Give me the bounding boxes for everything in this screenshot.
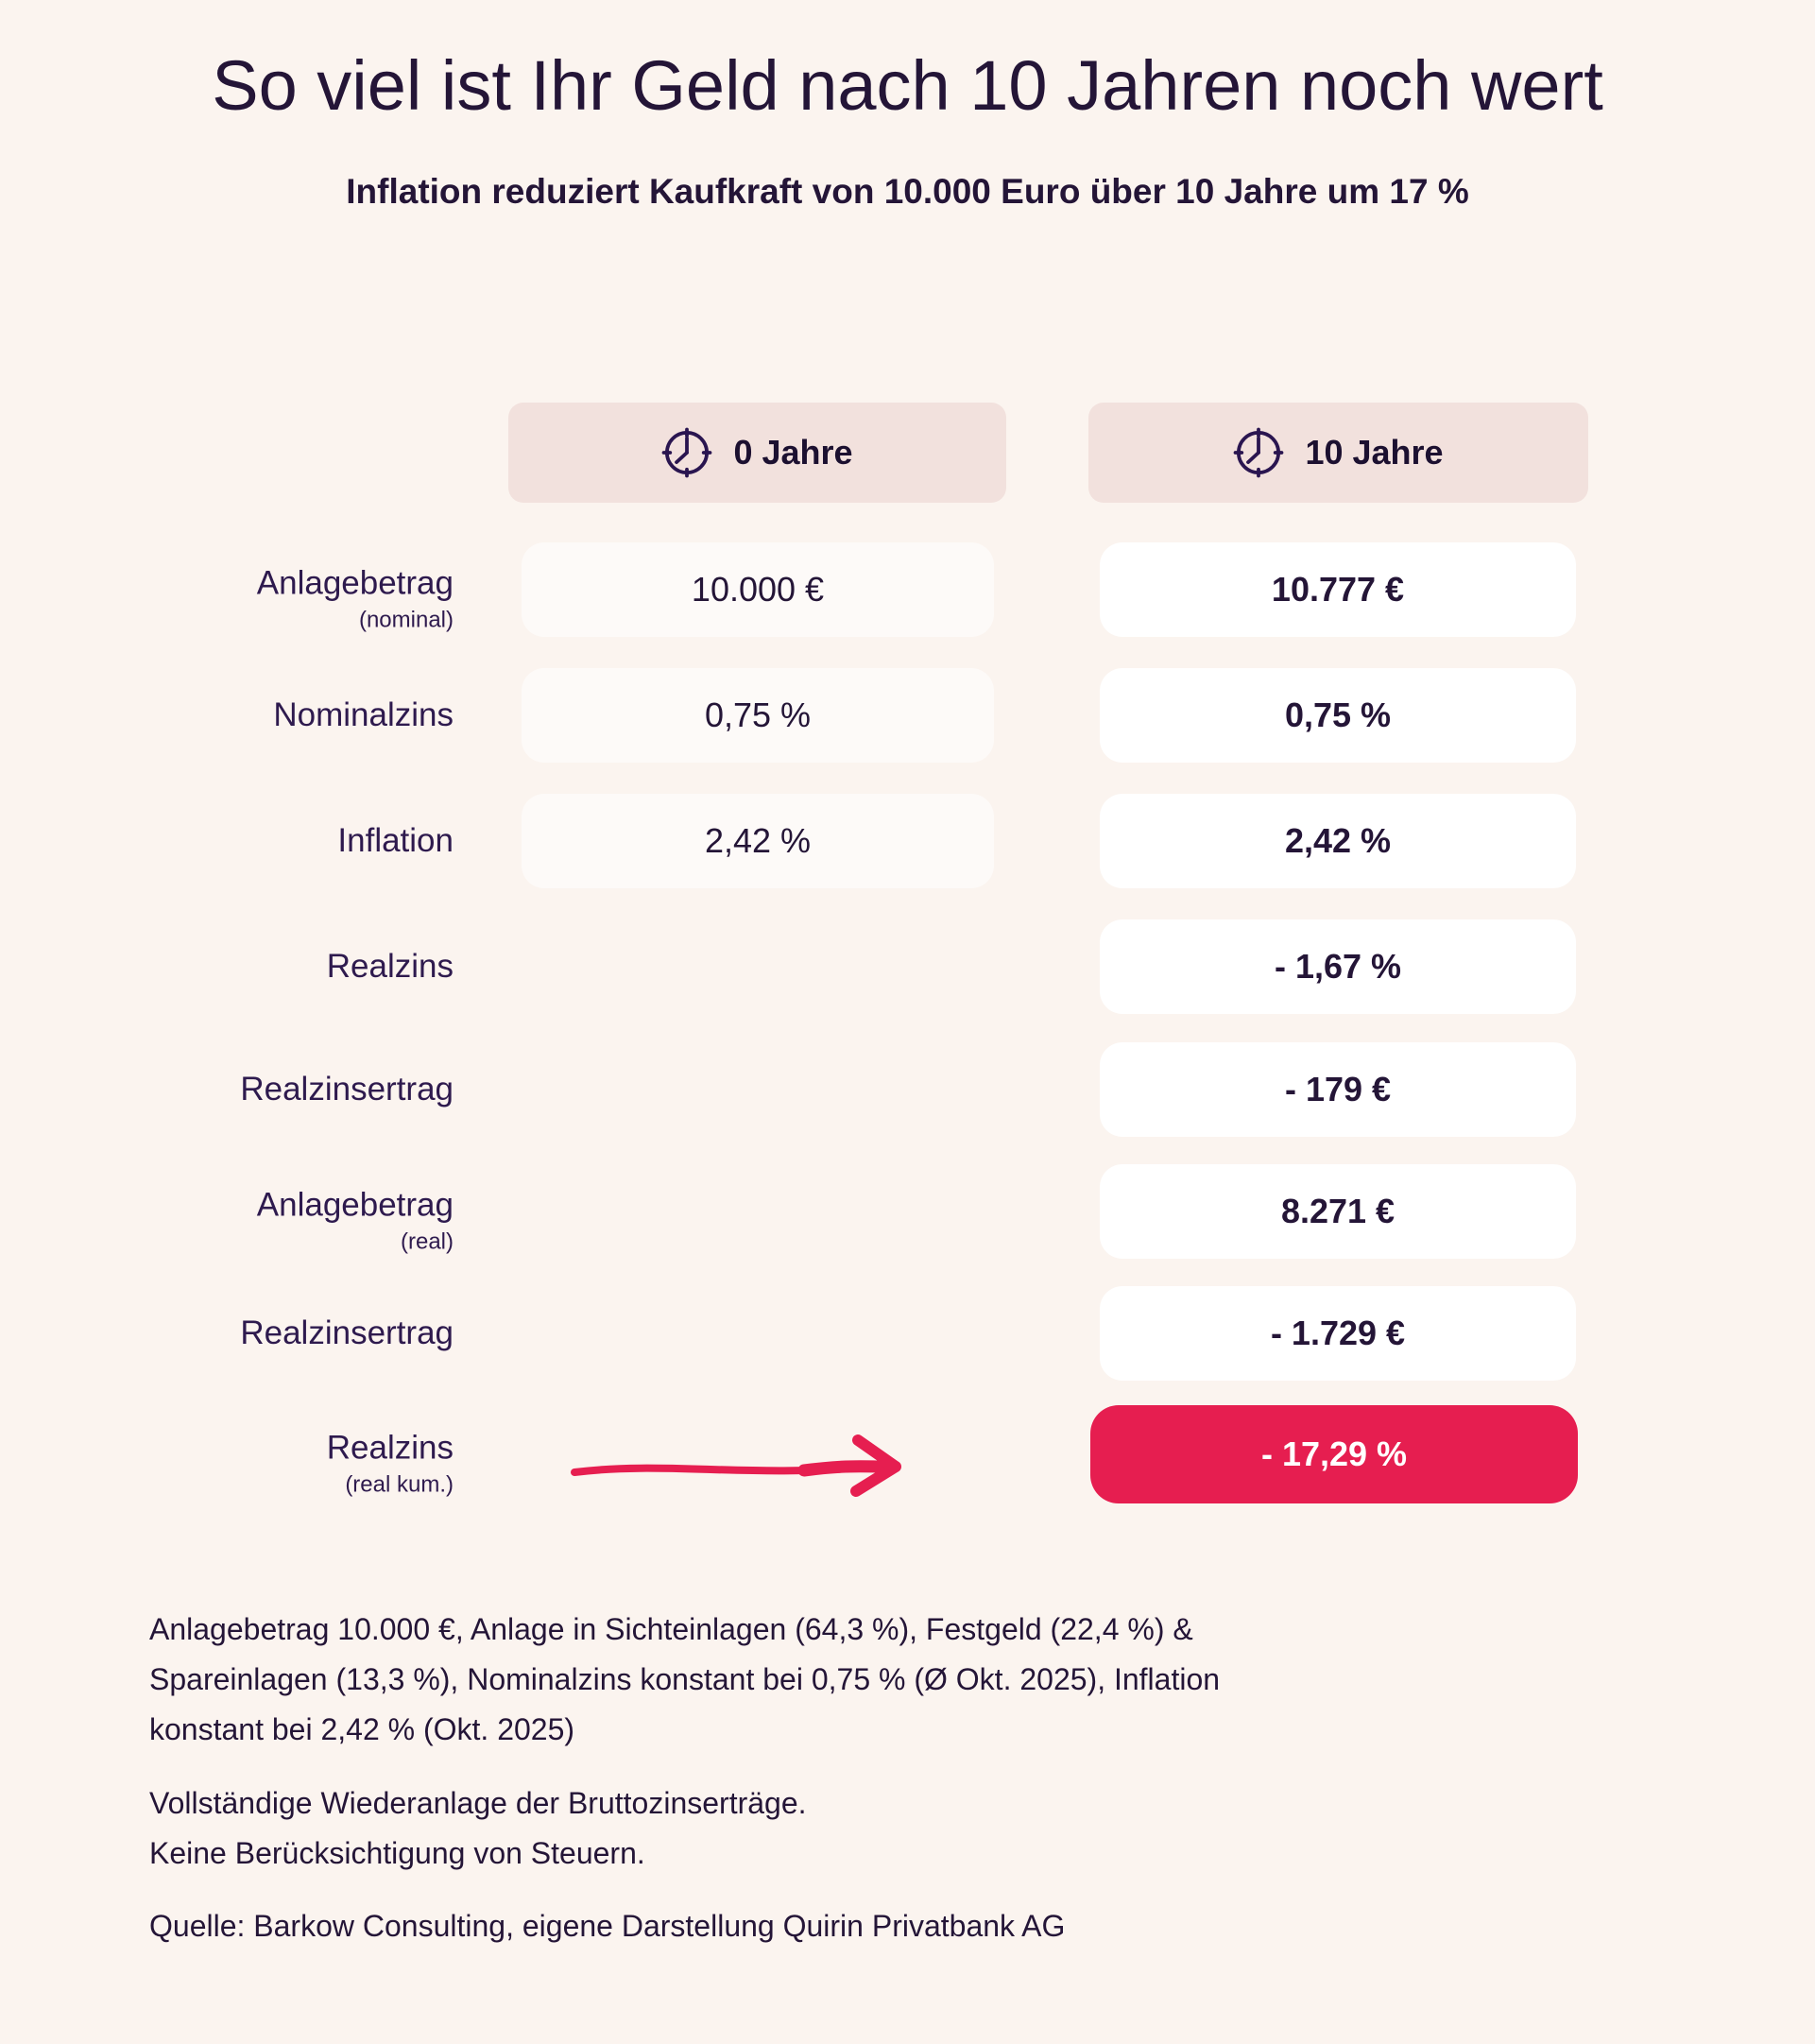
row-label: Realzins (real kum.) bbox=[326, 1429, 454, 1497]
column-header-label: 0 Jahre bbox=[733, 433, 853, 472]
table-row bbox=[0, 919, 1815, 1014]
assumptions-note: Anlagebetrag 10.000 €, Anlage in Sichteinlagen (64,3 %), Festgeld (22,4 %) & Spareinlagen (13,3 %), Nominalzins konstant bei 0,75 % (Ø Okt. 2025), Inflation konstant bei 2,42 % (Okt. 2025) bbox=[149, 1612, 1221, 1746]
page-subtitle: Inflation reduziert Kaufkraft von 10.000 Euro über 10 Jahre um 17 % bbox=[346, 172, 1469, 211]
table-row bbox=[0, 1286, 1815, 1381]
table-row bbox=[0, 668, 1815, 763]
value-cell-0-jahre: 0,75 % bbox=[522, 668, 994, 763]
row-label: Nominalzins bbox=[273, 696, 454, 733]
arrow-icon bbox=[563, 1423, 969, 1508]
row-label: Realzinsertrag bbox=[240, 1314, 454, 1351]
page-title: So viel ist Ihr Geld nach 10 Jahren noch wert bbox=[212, 46, 1603, 125]
highlighted-value-cell: - 17,29 % bbox=[1090, 1405, 1578, 1503]
clock-icon bbox=[1233, 427, 1284, 478]
row-label: Realzinsertrag bbox=[240, 1070, 454, 1108]
table-row bbox=[0, 1164, 1815, 1259]
arrow-annotation bbox=[563, 1423, 969, 1508]
table-row bbox=[0, 1042, 1815, 1137]
value-cell-10-jahre: - 1,67 % bbox=[1100, 919, 1576, 1014]
method-note: Vollständige Wiederanlage der Bruttozinserträge. Keine Berücksichtigung von Steuern. bbox=[149, 1786, 807, 1870]
value-cell-10-jahre: - 1.729 € bbox=[1100, 1286, 1576, 1381]
value-cell-10-jahre: 8.271 € bbox=[1100, 1164, 1576, 1259]
value-cell-10-jahre: 10.777 € bbox=[1100, 542, 1576, 637]
value-cell-10-jahre: 2,42 % bbox=[1100, 794, 1576, 888]
column-header-0-jahre bbox=[508, 403, 1006, 503]
source-note: Quelle: Barkow Consulting, eigene Darstellung Quirin Privatbank AG bbox=[149, 1909, 1066, 1943]
row-label: Inflation bbox=[337, 821, 454, 859]
column-header-10-jahre bbox=[1088, 403, 1588, 503]
value-cell-0-jahre: 2,42 % bbox=[522, 794, 994, 888]
value-cell-10-jahre: - 179 € bbox=[1100, 1042, 1576, 1137]
column-header-label: 10 Jahre bbox=[1305, 433, 1444, 472]
value-cell-0-jahre: 10.000 € bbox=[522, 542, 994, 637]
row-label: Anlagebetrag (nominal) bbox=[256, 564, 454, 632]
row-label: Realzins bbox=[326, 947, 454, 985]
table-row bbox=[0, 542, 1815, 637]
row-label: Anlagebetrag (real) bbox=[256, 1186, 454, 1254]
table-row bbox=[0, 794, 1815, 888]
clock-icon bbox=[661, 427, 712, 478]
value-cell-10-jahre: 0,75 % bbox=[1100, 668, 1576, 763]
